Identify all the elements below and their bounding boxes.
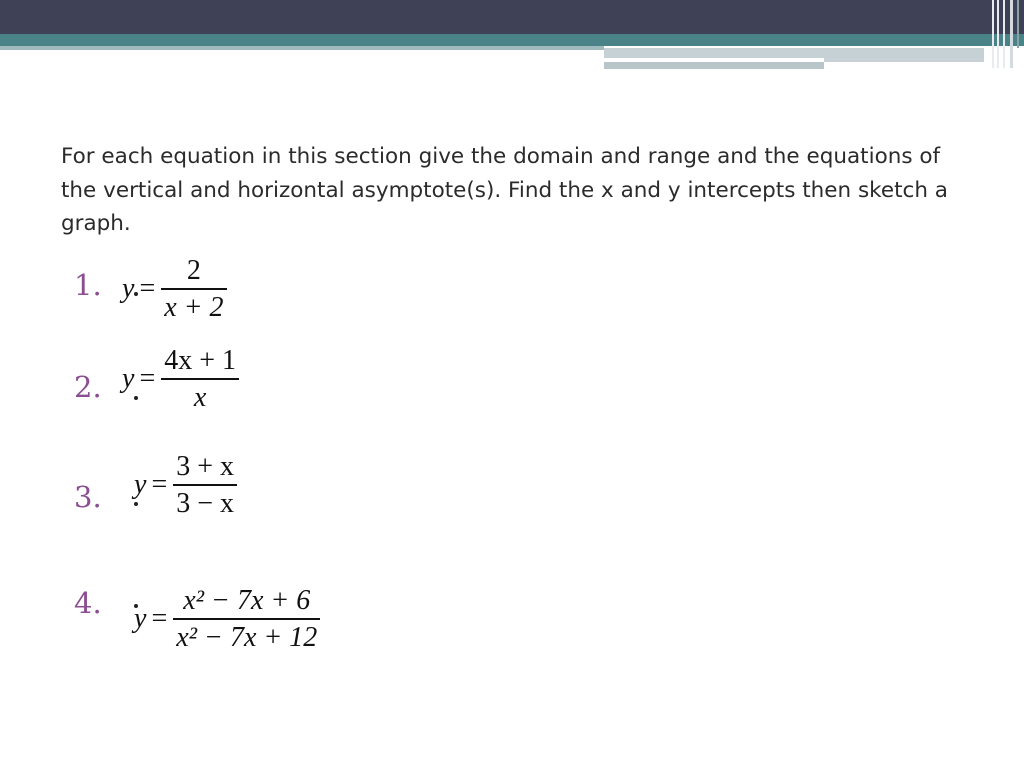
denominator: x² − 7x + 12 bbox=[176, 622, 318, 654]
fraction bbox=[161, 256, 226, 323]
fraction bbox=[173, 586, 320, 653]
header-divider bbox=[997, 0, 999, 68]
header-bar-dark bbox=[0, 0, 1024, 34]
equals-sign: = bbox=[139, 273, 156, 305]
header-bar-teal bbox=[0, 34, 1024, 46]
equation bbox=[122, 346, 239, 413]
instructions-text: For each equation in this section give the domain and range and the equations of the vertical and horizontal asymptote(s). Find the x and y intercepts then sketch a graph. bbox=[61, 144, 948, 236]
header-bar-gray bbox=[824, 58, 984, 62]
header-divider bbox=[1003, 0, 1005, 68]
header-divider bbox=[992, 0, 994, 68]
denominator: x + 2 bbox=[164, 292, 224, 324]
fraction-bar bbox=[161, 288, 226, 290]
equation-lhs: y bbox=[134, 469, 147, 501]
equation bbox=[134, 452, 237, 519]
fraction-bar bbox=[173, 618, 320, 620]
fraction-bar bbox=[161, 378, 239, 380]
equation-lhs: y bbox=[122, 273, 135, 305]
problem-number: 2. bbox=[74, 370, 102, 404]
equation-lhs: y bbox=[122, 363, 135, 395]
equation bbox=[122, 256, 227, 323]
numerator: x² − 7x + 6 bbox=[183, 585, 311, 616]
fraction bbox=[173, 452, 237, 519]
header-bar-gray bbox=[604, 48, 984, 58]
numerator: 2 bbox=[186, 255, 201, 286]
equals-sign: = bbox=[151, 469, 168, 501]
numerator: 3 + x bbox=[176, 451, 235, 482]
numerator: 4x + 1 bbox=[164, 345, 237, 376]
header-divider bbox=[1010, 0, 1013, 68]
denominator: 3 − x bbox=[176, 488, 235, 520]
equals-sign: = bbox=[139, 363, 156, 395]
equals-sign: = bbox=[151, 603, 168, 635]
fraction-bar bbox=[173, 484, 237, 486]
header-bar-accent bbox=[0, 46, 604, 50]
denominator: x bbox=[193, 382, 207, 414]
header-bar-gray bbox=[604, 62, 824, 69]
problem-number: 3. bbox=[74, 480, 102, 514]
header-divider bbox=[1017, 0, 1019, 48]
fraction bbox=[161, 346, 239, 413]
equation-lhs: y bbox=[134, 603, 147, 635]
problem-number: 1. bbox=[74, 268, 102, 302]
equation bbox=[134, 586, 320, 653]
problem-number: 4. bbox=[74, 586, 102, 620]
